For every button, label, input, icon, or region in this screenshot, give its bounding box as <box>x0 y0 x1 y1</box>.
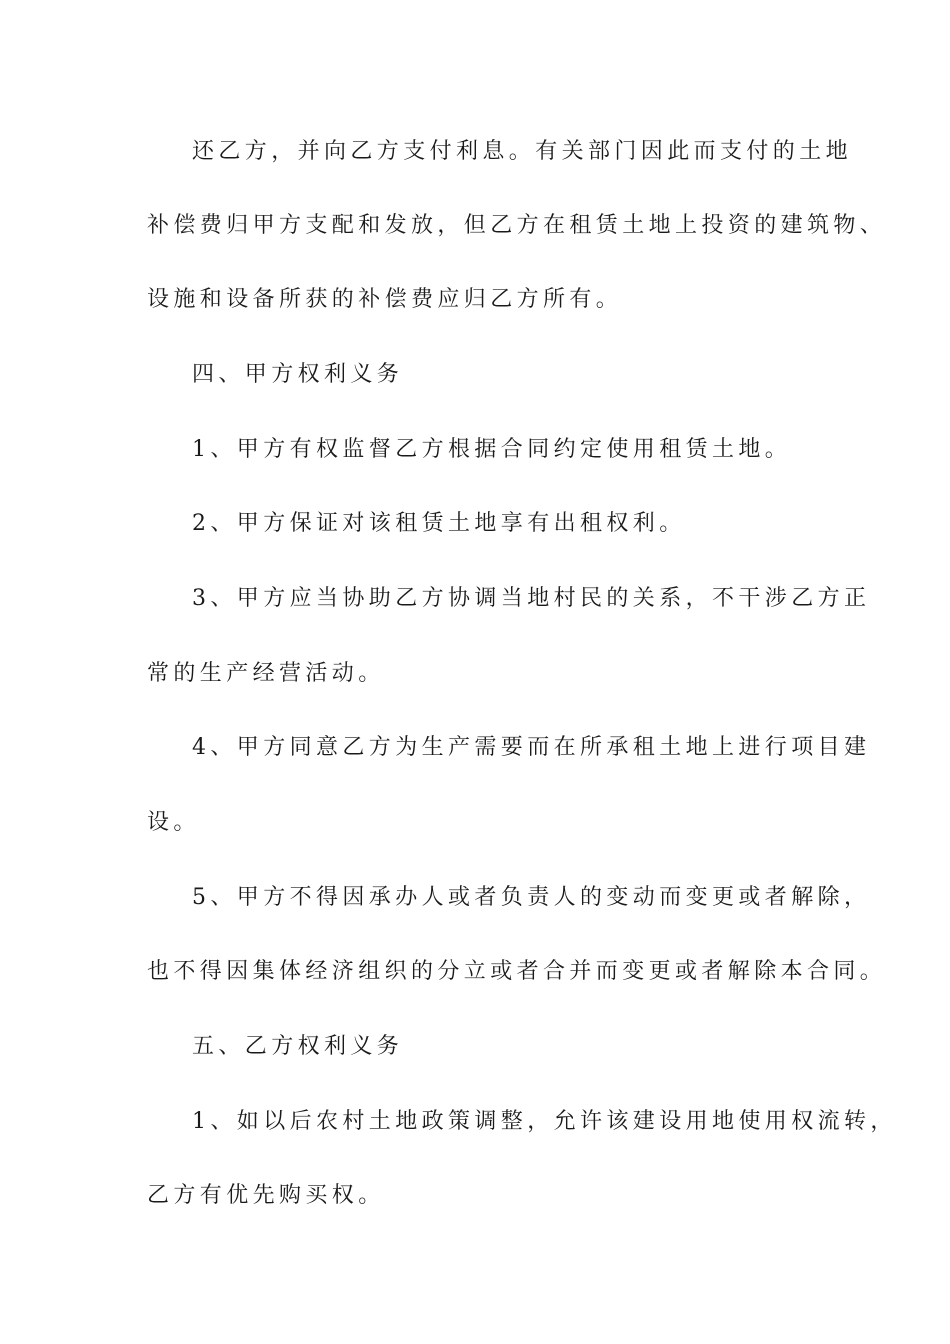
section-heading: 五、乙方权利义务 <box>192 1034 404 1059</box>
paragraph-line: 常的生产经营活动。 <box>147 661 385 686</box>
section-heading: 四、甲方权利义务 <box>192 362 404 387</box>
list-item: 2、甲方保证对该租赁土地享有出租权利。 <box>192 511 686 536</box>
paragraph-line: 设施和设备所获的补偿费应归乙方所有。 <box>147 287 623 312</box>
list-item: 3、甲方应当协助乙方协调当地村民的关系，不干涉乙方正 <box>192 586 871 611</box>
list-item: 4、甲方同意乙方为生产需要而在所承租土地上进行项目建 <box>192 735 871 760</box>
paragraph-line: 乙方有优先购买权。 <box>147 1183 385 1208</box>
list-item: 1、甲方有权监督乙方根据合同约定使用租赁土地。 <box>192 437 792 462</box>
paragraph-line: 还乙方，并向乙方支付利息。有关部门因此而支付的土地 <box>192 139 853 164</box>
paragraph-line: 也不得因集体经济组织的分立或者合并而变更或者解除本合同。 <box>147 959 887 984</box>
paragraph-line: 补偿费归甲方支配和发放，但乙方在租赁土地上投资的建筑物、 <box>147 213 887 238</box>
list-item: 1、如以后农村土地政策调整，允许该建设用地使用权流转， <box>192 1109 897 1134</box>
list-item: 5、甲方不得因承办人或者负责人的变动而变更或者解除， <box>192 885 871 910</box>
paragraph-line: 设。 <box>147 810 200 835</box>
